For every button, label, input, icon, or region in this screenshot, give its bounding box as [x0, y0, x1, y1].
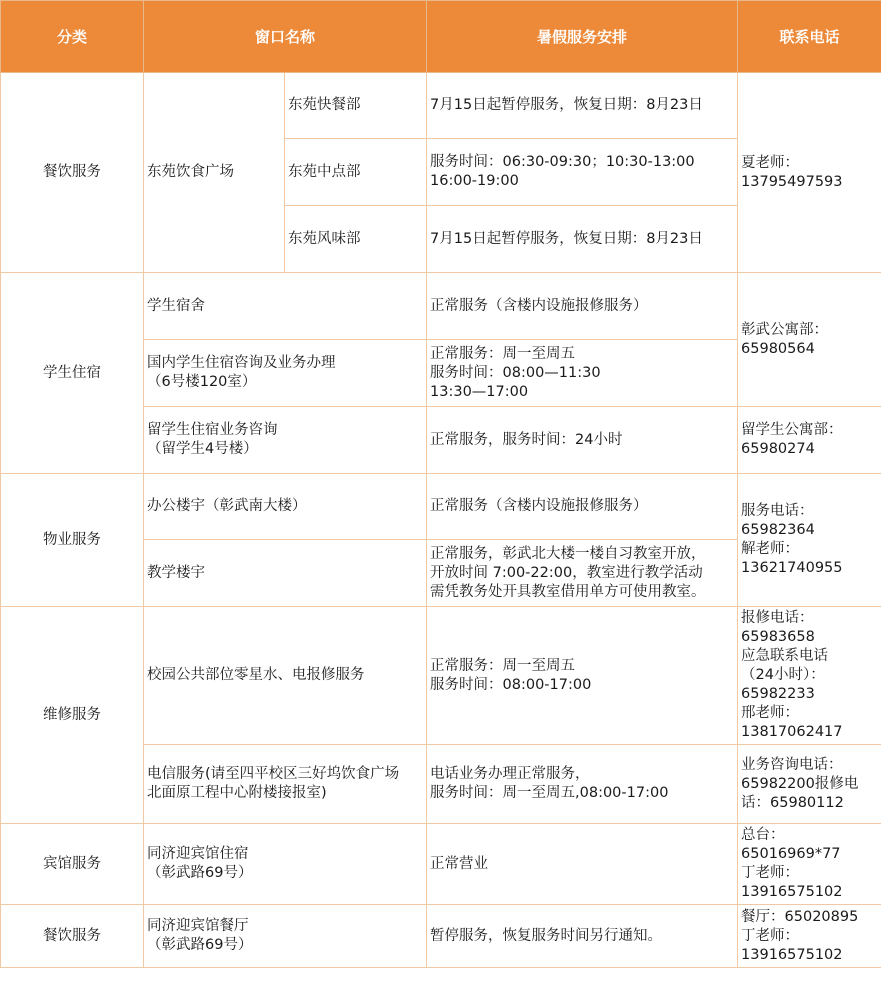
schedule-cell: 正常营业	[427, 824, 738, 905]
window-cell: 校园公共部位零星水、电报修服务	[144, 607, 427, 745]
window-cell: 同济迎宾馆餐厅 （彰武路69号）	[144, 905, 427, 968]
table-row	[1, 273, 881, 340]
window-cell: 东苑饮食广场	[144, 73, 285, 273]
schedule-cell: 正常服务：周一至周五 服务时间：08:00-17:00	[427, 607, 738, 745]
phone-cell: 留学生公寓部： 65980274	[738, 407, 881, 474]
header-schedule: 暑假服务安排	[427, 1, 738, 73]
category-cell: 宾馆服务	[1, 824, 144, 905]
category-cell: 餐饮服务	[1, 905, 144, 968]
window-cell: 学生宿舍	[144, 273, 427, 340]
sub-window-cell: 东苑快餐部	[285, 73, 427, 139]
window-cell: 电信服务(请至四平校区三好坞饮食广场 北面原工程中心附楼接报室)	[144, 745, 427, 824]
phone-cell: 餐厅：65020895 丁老师： 13916575102	[738, 905, 881, 968]
category-cell: 餐饮服务	[1, 73, 144, 273]
category-cell: 物业服务	[1, 474, 144, 607]
phone-cell: 总台： 65016969*77 丁老师： 13916575102	[738, 824, 881, 905]
schedule-cell: 暂停服务，恢复服务时间另行通知。	[427, 905, 738, 968]
category-cell: 维修服务	[1, 607, 144, 824]
sub-window-cell: 东苑风味部	[285, 206, 427, 273]
schedule-cell: 正常服务（含楼内设施报修服务）	[427, 273, 738, 340]
window-cell: 留学生住宿业务咨询 （留学生4号楼）	[144, 407, 427, 474]
header-window: 窗口名称	[144, 1, 427, 73]
table-row	[1, 474, 881, 540]
schedule-cell: 7月15日起暂停服务，恢复日期：8月23日	[427, 73, 738, 139]
schedule-cell: 7月15日起暂停服务，恢复日期：8月23日	[427, 206, 738, 273]
schedule-cell: 正常服务，服务时间：24小时	[427, 407, 738, 474]
table-row	[1, 905, 881, 968]
header-category: 分类	[1, 1, 144, 73]
schedule-cell: 服务时间：06:30-09:30；10:30-13:00 16:00-19:00	[427, 139, 738, 206]
category-cell: 学生住宿	[1, 273, 144, 474]
phone-cell: 业务咨询电话： 65982200报修电 话：65980112	[738, 745, 881, 824]
window-cell: 同济迎宾馆住宿 （彰武路69号）	[144, 824, 427, 905]
phone-cell: 彰武公寓部： 65980564	[738, 273, 881, 407]
phone-cell: 夏老师： 13795497593	[738, 73, 881, 273]
phone-cell: 报修电话： 65983658 应急联系电话 （24小时）： 65982233 邢老师： 13817062417	[738, 607, 881, 745]
header-phone: 联系电话	[738, 1, 881, 73]
table-row	[1, 73, 881, 139]
window-cell: 国内学生住宿咨询及业务办理 （6号楼120室）	[144, 340, 427, 407]
header-row	[1, 1, 881, 73]
window-cell: 教学楼宇	[144, 540, 427, 607]
schedule-cell: 正常服务（含楼内设施报修服务）	[427, 474, 738, 540]
table-row	[1, 824, 881, 905]
schedule-cell: 正常服务：周一至周五 服务时间：08:00—11:30 13:30—17:00	[427, 340, 738, 407]
schedule-cell: 正常服务，彰武北大楼一楼自习教室开放， 开放时间 7:00-22:00，教室进行教学活动 需凭教务处开具教室借用单方可使用教室。	[427, 540, 738, 607]
phone-cell: 服务电话： 65982364 解老师： 13621740955	[738, 474, 881, 607]
table-row	[1, 607, 881, 745]
schedule-cell: 电话业务办理正常服务， 服务时间：周一至周五,08:00-17:00	[427, 745, 738, 824]
sub-window-cell: 东苑中点部	[285, 139, 427, 206]
window-cell: 办公楼宇（彰武南大楼）	[144, 474, 427, 540]
